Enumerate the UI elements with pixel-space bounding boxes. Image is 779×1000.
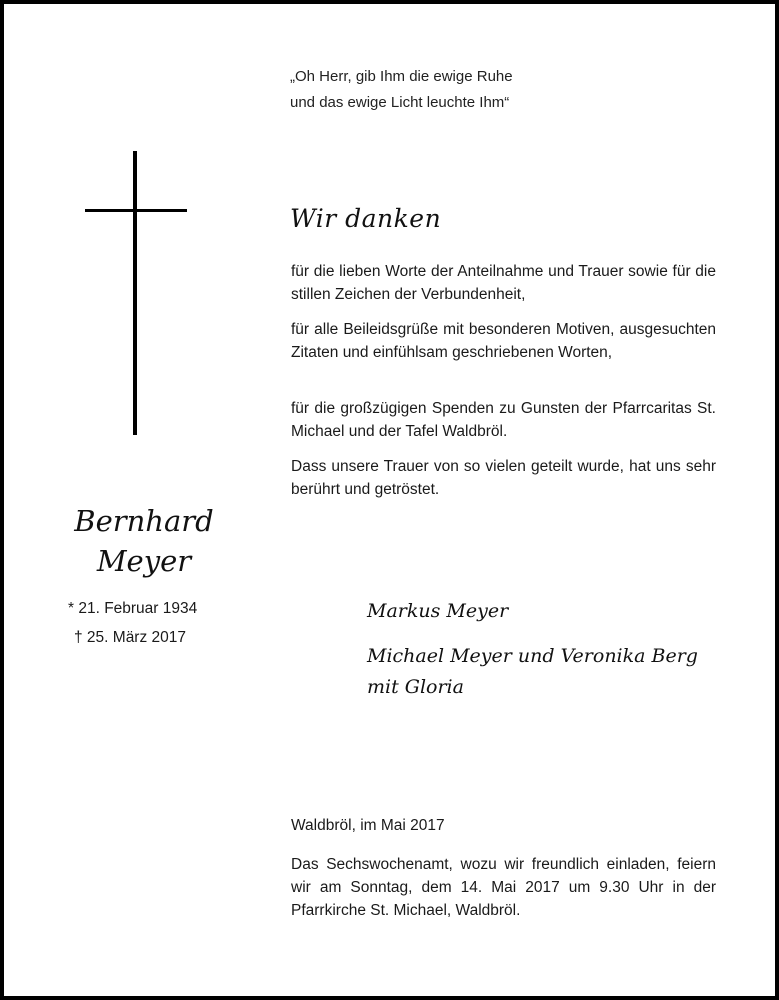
deceased-first-name: Bernhard bbox=[74, 504, 214, 538]
signature-line: Markus Meyer bbox=[367, 600, 509, 622]
thanks-paragraph: für die großzügigen Spenden zu Gunsten der Pfarrcaritas St. Michael und der Tafel Waldbröl. bbox=[291, 400, 716, 440]
signature-line: mit Gloria bbox=[367, 676, 464, 698]
motto-line-2: und das ewige Licht leuchte Ihm“ bbox=[290, 94, 510, 111]
cross-icon bbox=[133, 151, 137, 435]
place-date: Waldbröl, im Mai 2017 bbox=[291, 817, 445, 834]
motto-line-1: „Oh Herr, gib Ihm die ewige Ruhe bbox=[290, 68, 513, 85]
service-notice: Das Sechswochenamt, wozu wir freundlich einladen, feiern wir am Sonntag, dem 14. Mai 2017 um 9.30 Uhr in der Pfarrkirche St. Michael, Waldbröl. bbox=[291, 856, 716, 919]
thanks-paragraph: für alle Beileidsgrüße mit besonderen Motiven, ausgesuchten Zitaten und einfühlsam geschriebenen Worten, bbox=[291, 321, 716, 361]
signature-line: Michael Meyer und Veronika Berg bbox=[367, 645, 698, 667]
death-date: † 25. März 2017 bbox=[74, 629, 187, 646]
thanks-paragraph: für die lieben Worte der Anteilnahme und Trauer sowie für die stillen Zeichen der Verbundenheit, bbox=[291, 263, 716, 303]
thanks-paragraph: Dass unsere Trauer von so vielen geteilt wurde, hat uns sehr berührt und getröstet. bbox=[291, 458, 716, 498]
deceased-last-name: Meyer bbox=[96, 544, 192, 578]
motto-quote bbox=[290, 64, 610, 116]
birth-date: * 21. Februar 1934 bbox=[68, 600, 198, 617]
thanks-heading: Wir danken bbox=[290, 204, 442, 233]
cross-icon-bar bbox=[85, 209, 187, 212]
